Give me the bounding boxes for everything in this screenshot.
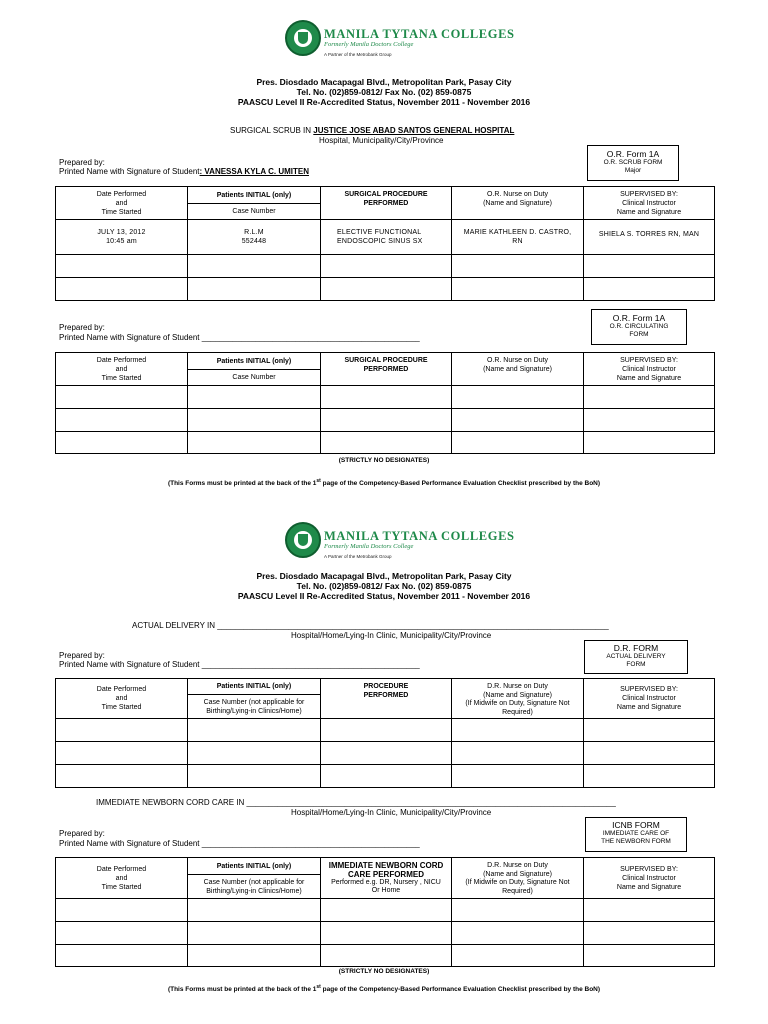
supervisor-header: SUPERVISED BY: Clinical Instructor Name and Signature xyxy=(584,187,715,220)
table-row xyxy=(56,255,715,278)
address: Pres. Diosdado Macapagal Blvd., Metropolitan Park, Pasay City xyxy=(256,571,512,581)
nurse-header: O.R. Nurse on Duty (Name and Signature) xyxy=(452,353,584,386)
scrub-hospital: JUSTICE JOSE ABAD SANTOS GENERAL HOSPITAL xyxy=(313,126,515,135)
table-row xyxy=(56,899,715,922)
procedure-header: SURGICAL PROCEDURE PERFORMED xyxy=(321,353,452,386)
procedure-cell[interactable]: ELECTIVE FUNCTIONAL ENDOSCOPIC SINUS SX xyxy=(321,220,452,255)
table-row xyxy=(56,945,715,967)
form-box-title: O.R. Form 1A xyxy=(612,313,666,323)
form-box-line3: FORM xyxy=(629,331,649,338)
student-name-field[interactable]: Printed Name with Signature of Student _________________________________________________ xyxy=(59,660,420,669)
address: Pres. Diosdado Macapagal Blvd., Metropolitan Park, Pasay City xyxy=(256,77,512,87)
table-row xyxy=(56,386,715,409)
date-header: Date Performed and Time Started xyxy=(56,353,188,386)
supervisor-header: SUPERVISED BY: Clinical Instructor Name and Signature xyxy=(584,353,715,386)
phone: Tel. No. (02)859-0812/ Fax No. (02) 859-0875 xyxy=(296,581,472,591)
nurse-header: D.R. Nurse on Duty (Name and Signature) (If Midwife on Duty, Signature Not Required) xyxy=(452,858,584,899)
initials-cell[interactable]: R.L.M 552448 xyxy=(188,220,321,255)
form-box-line3: THE NEWBORN FORM xyxy=(601,838,671,845)
table-row xyxy=(56,922,715,945)
delivery-table xyxy=(55,678,715,788)
date-cell[interactable]: JULY 13, 2012 10:45 am xyxy=(56,220,188,255)
case-number-header: Case Number xyxy=(188,370,321,386)
case-number-header: Case Number (not applicable for Birthing/Lying-in Clinics/Home) xyxy=(188,695,321,719)
college-seal-icon xyxy=(285,522,321,558)
supervisor-cell[interactable]: SHIELA S. TORRES RN, MAN xyxy=(584,220,715,255)
case-number-header: Case Number xyxy=(188,204,321,220)
printed-name-label: Printed Name with Signature of Student xyxy=(59,167,200,176)
dr-form-box xyxy=(584,640,688,674)
prepared-by-label: Prepared by: xyxy=(59,323,105,332)
icnb-form-box xyxy=(585,817,687,852)
prepared-by-label: Prepared by: xyxy=(59,158,105,167)
print-note: (This Forms must be printed at the back of the 1st page of the Competency-Based Performance Evaluation Checklist prescribed by the BoN) xyxy=(167,984,601,994)
student-name: : VANESSA KYLA C. UMITEN xyxy=(199,167,310,176)
circulating-form-box xyxy=(591,309,687,345)
procedure-header: IMMEDIATE NEWBORN CORD CARE PERFORMED Performed e.g. DR, Nursery , NICU Or Home xyxy=(321,858,452,899)
delivery-location-sub: Hospital/Home/Lying-In Clinic, Municipality/City/Province xyxy=(291,631,492,640)
date-header: Date Performed and Time Started xyxy=(56,679,188,719)
supervisor-header: SUPERVISED BY: Clinical Instructor Name and Signature xyxy=(584,679,715,719)
no-designates: (STRICTLY NO DESIGNATES) xyxy=(338,968,430,975)
table-row xyxy=(56,432,715,454)
form-box-line3: Major xyxy=(624,167,642,174)
form-box-line2: IMMEDIATE CARE OF xyxy=(602,830,670,837)
form-box-line2: O.R. CIRCULATING xyxy=(609,323,669,330)
supervisor-header: SUPERVISED BY: Clinical Instructor Name and Signature xyxy=(584,858,715,899)
table-row xyxy=(56,765,715,788)
form-box-line2: O.R. SCRUB FORM xyxy=(603,159,663,166)
nurse-header: D.R. Nurse on Duty (Name and Signature) (If Midwife on Duty, Signature Not Required) xyxy=(452,679,584,719)
prepared-by-label: Prepared by: xyxy=(59,829,105,838)
form-box-title: O.R. Form 1A xyxy=(606,149,660,159)
form-box-line2: ACTUAL DELIVERY xyxy=(606,653,666,660)
scrub-table xyxy=(55,186,715,301)
date-header: Date Performed and Time Started xyxy=(56,187,188,220)
student-name-field[interactable]: Printed Name with Signature of Student _________________________________________________ xyxy=(59,839,420,848)
student-name-field[interactable]: Printed Name with Signature of Student _________________________________________________ xyxy=(59,333,420,342)
procedure-header: PROCEDURE PERFORMED xyxy=(321,679,452,719)
table-row xyxy=(56,719,715,742)
delivery-location-field[interactable]: ACTUAL DELIVERY IN ________________________________________________________________________________________ xyxy=(132,621,609,630)
date-header: Date Performed and Time Started xyxy=(56,858,188,899)
patient-initial-header: Patients INITIAL (only) xyxy=(188,679,321,695)
form-box-title: ICNB FORM xyxy=(612,820,660,830)
accreditation: PAASCU Level II Re-Accredited Status, November 2011 - November 2016 xyxy=(237,97,531,107)
procedure-header: SURGICAL PROCEDURE PERFORMED xyxy=(321,187,452,220)
partner-text: A Partner of the Metrobank Group xyxy=(324,52,392,57)
college-name: MANILA TYTANA COLLEGES xyxy=(324,529,515,543)
formerly-text: Formerly Manila Doctors College xyxy=(324,543,414,550)
college-name: MANILA TYTANA COLLEGES xyxy=(324,27,515,41)
patient-initial-header: Patients INITIAL (only) xyxy=(188,353,321,370)
table-row xyxy=(56,220,715,255)
scrub-prefix: SURGICAL SCRUB IN xyxy=(230,126,312,135)
patient-initial-header: Patients INITIAL (only) xyxy=(188,858,321,875)
accreditation: PAASCU Level II Re-Accredited Status, November 2011 - November 2016 xyxy=(237,591,531,601)
patient-initial-header: Patients INITIAL (only) xyxy=(188,187,321,204)
icnb-table xyxy=(55,857,715,967)
icnb-location-field[interactable]: IMMEDIATE NEWBORN CORD CARE IN ___________________________________________________________________________________ xyxy=(96,798,616,807)
scrub-location-sub: Hospital, Municipality/City/Province xyxy=(319,136,444,145)
table-row xyxy=(56,409,715,432)
student-name-line xyxy=(59,167,309,176)
form-box-title: D.R. FORM xyxy=(613,643,659,653)
college-seal-icon xyxy=(285,20,321,56)
table-row xyxy=(56,278,715,301)
circulating-table xyxy=(55,352,715,454)
prepared-by-label: Prepared by: xyxy=(59,651,105,660)
table-row xyxy=(56,742,715,765)
case-number-header: Case Number (not applicable for Birthing/Lying-in Clinics/Home) xyxy=(188,875,321,899)
nurse-cell[interactable]: MARIE KATHLEEN D. CASTRO, RN xyxy=(452,220,584,255)
phone: Tel. No. (02)859-0812/ Fax No. (02) 859-0875 xyxy=(296,87,472,97)
scrub-location-line xyxy=(230,126,514,135)
no-designates: (STRICTLY NO DESIGNATES) xyxy=(338,457,430,464)
scrub-form-box xyxy=(587,145,679,181)
icnb-location-sub: Hospital/Home/Lying-In Clinic, Municipality/City/Province xyxy=(291,808,492,817)
form-box-line3: FORM xyxy=(626,661,646,668)
print-note: (This Forms must be printed at the back of the 1st page of the Competency-Based Performance Evaluation Checklist prescribed by the BoN) xyxy=(167,478,601,488)
partner-text: A Partner of the Metrobank Group xyxy=(324,554,392,559)
nurse-header: O.R. Nurse on Duty (Name and Signature) xyxy=(452,187,584,220)
formerly-text: Formerly Manila Doctors College xyxy=(324,41,414,48)
